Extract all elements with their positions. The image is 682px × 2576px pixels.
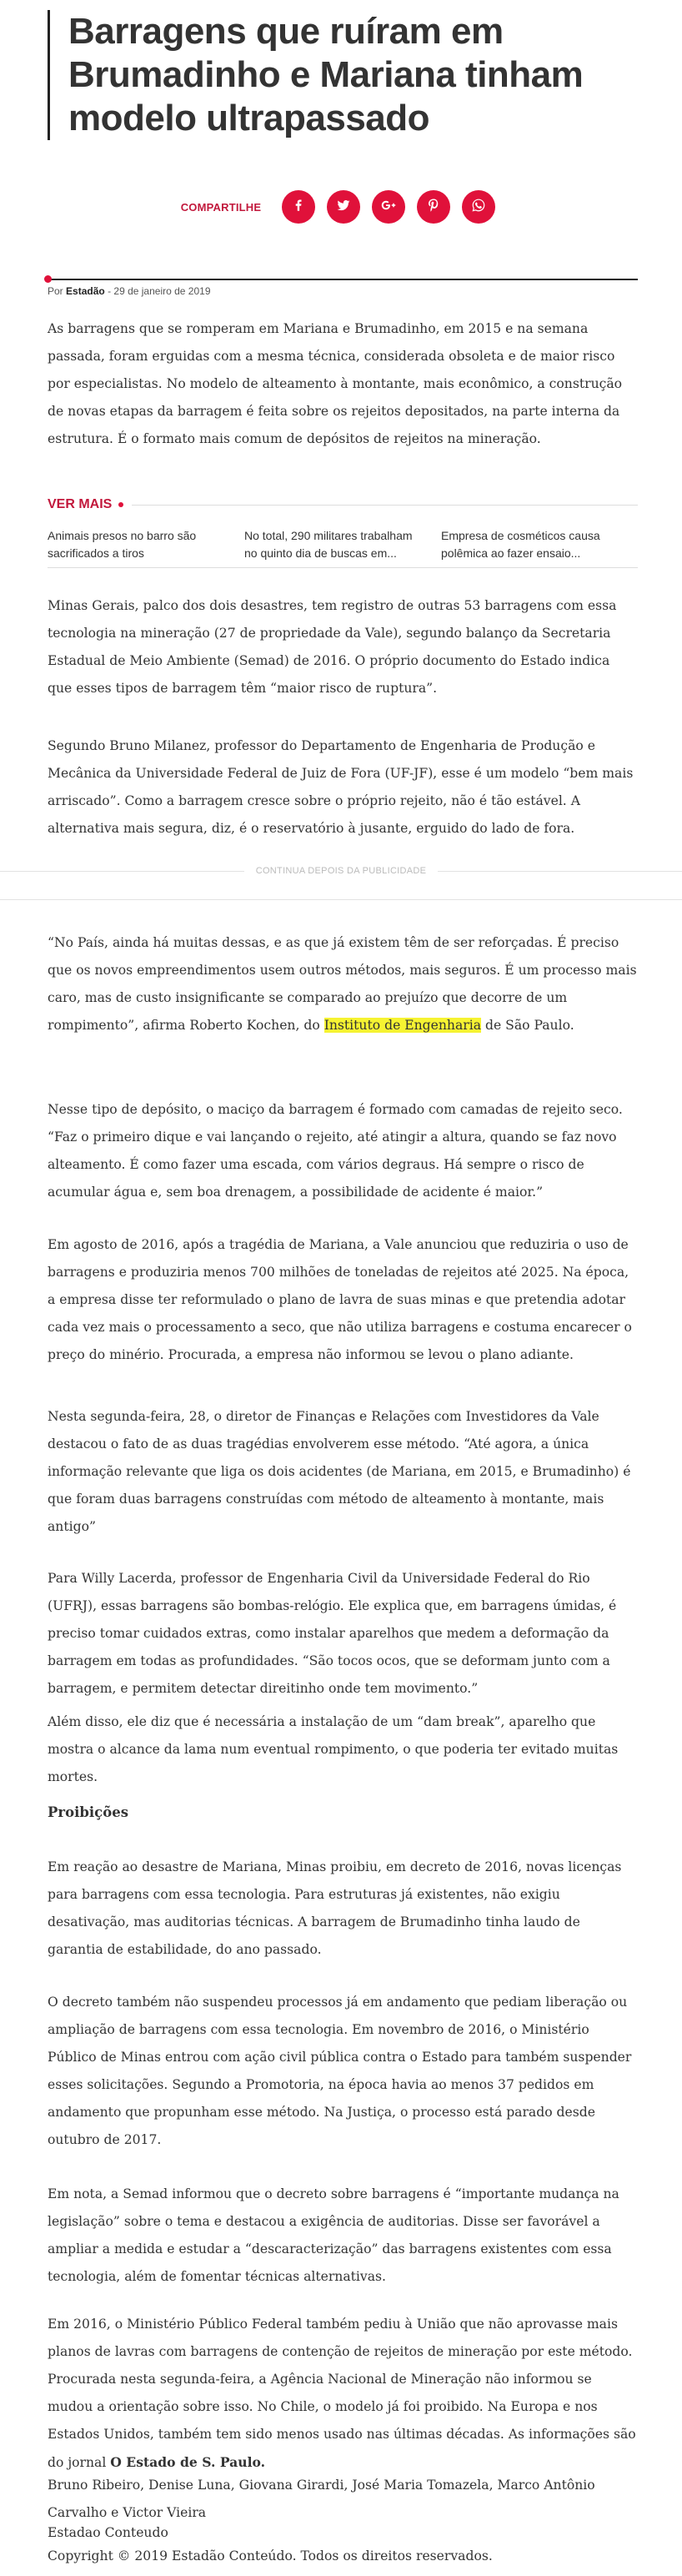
google-plus-icon — [381, 198, 396, 216]
ad-label: CONTINUA DEPOIS DA PUBLICIDADE — [255, 866, 427, 876]
newspaper-name: O Estado de S. Paulo. — [110, 2454, 266, 2470]
facebook-share-button[interactable] — [282, 190, 315, 224]
copyright: Copyright © 2019 Estadão Conteúdo. Todos os direitos reservados. — [48, 2548, 493, 2563]
headline-block — [48, 10, 631, 140]
paragraph: Para Willy Lacerda, professor de Engenharia Civil da Universidade Federal do Rio (UFRJ), essas barragens são bombas-relógio. Ele explica que, em barragens úmidas, é preciso tomar cuidados extras, como instalar aparelhos que medem a deformação da barragem em todas as profundidades. “São tocos ocos, que se deformam junto com a barragem, e permitem detectar direitinho onde tem movimento.” — [48, 1571, 617, 1696]
paragraph: Nesse tipo de depósito, o maciço da barragem é formado com camadas de rejeito seco. “Faz o primeiro dique e vai lançando o rejeito, até atingir a altura, quando se faz novo alteamento. É como fazer uma escada, com vários degraus. Há sempre o risco de acumular água e, sem boa drenagem, a possibilidade de acidente é maior.” — [48, 1102, 623, 1200]
authors: Bruno Ribeiro, Denise Luna, Giovana Girardi, José Maria Tomazela, Marco Antônio Carvalho e Victor Vieira — [48, 2478, 595, 2520]
paragraph: Em nota, a Semad informou que o decreto sobre barragens é “importante mudança na legislação” sobre o tema e destacou a exigência de auditorias. Disse ser favorável a ampliar a medida e estudar a “descaracterização” das barragens existentes com essa tecnologia, além de fomentar técnicas alternativas. — [48, 2186, 619, 2284]
instituto-engenharia-link[interactable]: Instituto de Engenharia — [323, 1018, 482, 1033]
google-plus-share-button[interactable] — [372, 190, 405, 224]
ad-divider — [0, 866, 682, 876]
section-subhead: Proibições — [48, 1804, 129, 1820]
see-more-dot — [118, 502, 123, 507]
facebook-icon — [291, 198, 306, 216]
paragraph: Em agosto de 2016, após a tragédia de Mariana, a Vale anunciou que reduziria o uso de barragens e produziria menos 700 milhões de toneladas de rejeitos até 2025. Na época, a empresa disse ter reformulado o plano de lavra de suas minas e que pretendia adotar cada vez mais o processamento a seco, que não utiliza barragens e costuma encarecer o preço do minério. Procurada, a empresa não informou se levou o plano adiante. — [48, 1237, 632, 1362]
see-more-link[interactable]: No total, 290 militares trabalham no quinto dia de buscas em... — [244, 529, 413, 560]
twitter-share-button[interactable] — [327, 190, 360, 224]
see-more-section — [48, 497, 638, 568]
whatsapp-share-button[interactable] — [462, 190, 495, 224]
whatsapp-icon — [471, 198, 486, 216]
paragraph: Em reação ao desastre de Mariana, Minas proibiu, em decreto de 2016, novas licenças para barragens com essa tecnologia. Para estruturas já existentes, não exigiu desativação, mas auditorias técnicas. A barragem de Brumadinho tinha laudo de garantia de estabilidade, do ano passado. — [48, 1859, 622, 1957]
byline-date: - 29 de janeiro de 2019 — [108, 285, 211, 297]
paragraph: Segundo Bruno Milanez, professor do Departamento de Engenharia de Produção e Mecânica da Universidade Federal de Juiz de Fora (UF-JF), esse é um modelo “bem mais arriscado”. Como a barragem cresce sobre o próprio rejeito, não é tão estável. A alternativa mais segura, diz, é o reservatório à jusante, erguido do lado de fora. — [48, 738, 634, 836]
paragraph: As barragens que se romperam em Mariana e Brumadinho, em 2015 e na semana passada, foram erguidas com a mesma técnica, considerada obsoleta e de maior risco por especialistas. No modelo de alteamento à montante, mais econômico, a construção de novas etapas da barragem é feita sobre os rejeitos depositados, na parte interna da estrutura. É o formato mais comum de depósitos de rejeitos na mineração. — [48, 321, 623, 446]
see-more-bottom-divider — [48, 567, 638, 568]
byline-source[interactable]: Estadão — [66, 285, 105, 297]
paragraph: O decreto também não suspendeu processos já em andamento que pediam liberação ou ampliação de barragens com essa tecnologia. Em novembro de 2016, o Ministério Público de Minas entrou com ação civil pública contra o Estado para também suspender esses solicitações. Segundo a Promotoria, na época havia ao menos 37 pedidos em andamento que propunham esse método. Na Justiça, o processo está parado desde outubro de 2017. — [48, 1995, 632, 2147]
byline-dot — [44, 275, 52, 283]
paragraph: Em 2016, o Ministério Público Federal também pediu à União que não aprovasse mais planos de lavras com barragens de contenção de rejeitos de mineração por este método. Procurada nesta segunda-feira, a Agência Nacional de Mineração não informou se mudou a orientação sobre isso. No Chile, o modelo já foi proibido. Na Europa e nos Estados Unidos, também tem sido menos usado nas últimas décadas. As informações são do jornal O Estado de S. Paulo. — [48, 2317, 636, 2470]
pinterest-share-button[interactable] — [417, 190, 450, 224]
see-more-link[interactable]: Empresa de cosméticos causa polêmica ao fazer ensaio... — [441, 529, 600, 560]
byline — [48, 285, 211, 297]
share-bar — [0, 190, 682, 224]
paragraph: Minas Gerais, palco dos dois desastres, tem registro de outras 53 barragens com essa tecnologia na mineração (27 de propriedade da Vale), segundo balanço da Secretaria Estadual de Meio Ambiente (Semad) de 2016. O próprio documento do Estado indica que esses tipos de barragem têm “maior risco de ruptura”. — [48, 598, 617, 696]
agency: Estadao Conteudo — [48, 2525, 168, 2540]
byline-prefix: Por — [48, 285, 63, 297]
see-more-divider — [132, 505, 638, 506]
ad-bottom-divider — [0, 899, 682, 900]
paragraph: Além disso, ele diz que é necessária a instalação de um “dam break”, aparelho que mostra o alcance da lama num eventual rompimento, o que poderia ter evitado muitas mortes. — [48, 1714, 619, 1784]
article-title: Barragens que ruíram em Brumadinho e Mariana tinham modelo ultrapassado — [68, 11, 584, 138]
paragraph: Nesta segunda-feira, 28, o diretor de Finanças e Relações com Investidores da Vale destacou o fato de as duas tragédias envolverem esse método. “Até agora, a única informação relevante que liga os dois acidentes (de Mariana, em 2015, e Brumadinho) é que foram duas barragens construídas com método de alteamento à montante, mais antigo” — [48, 1409, 631, 1534]
share-label: COMPARTILHE — [180, 200, 262, 214]
byline-divider — [48, 279, 638, 280]
paragraph: “No País, ainda há muitas dessas, e as que já existem têm de ser reforçadas. É preciso que os novos empreendimentos usem outros métodos, mais seguros. É um processo mais caro, mas de custo insignificante se comparado ao prejuízo que decorre de um rompimento”, afirma Roberto Kochen, do Instituto de Engenharia de São Paulo. — [48, 935, 637, 1033]
see-more-link[interactable]: Animais presos no barro são sacrificados a tiros — [48, 529, 197, 560]
twitter-icon — [336, 198, 351, 216]
see-more-title: VER MAIS — [48, 497, 113, 511]
pinterest-icon — [426, 198, 441, 216]
